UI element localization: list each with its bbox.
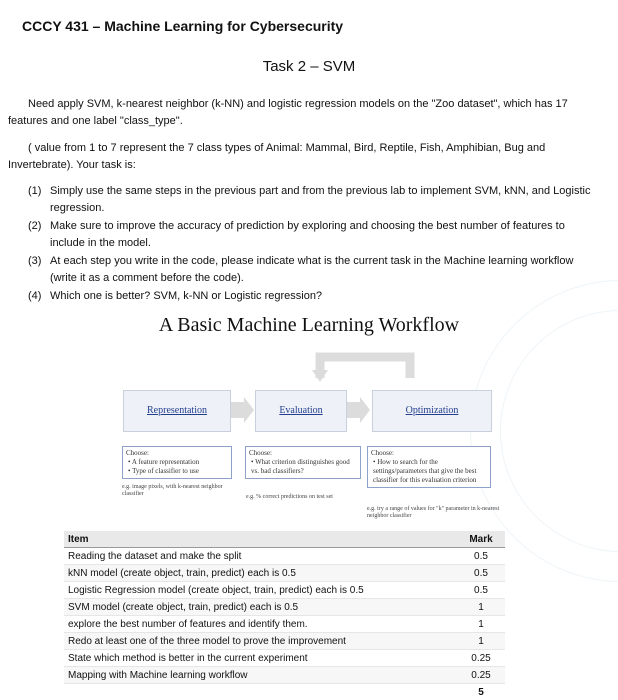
- table-header-row: [64, 531, 505, 548]
- feedback-loop-arrow: [320, 357, 410, 378]
- feedback-loop-arrowhead: [312, 370, 328, 382]
- arrow-right-icon: [230, 397, 254, 423]
- column-header-mark: Mark: [457, 531, 505, 548]
- note-evaluation: Choose: • What criterion distinguishes good vs. bad classifiers?: [245, 446, 361, 479]
- table-row: explore the best number of features and identify them. 1: [64, 616, 505, 633]
- task-item: (4) Which one is better? SVM, k-NN or Logistic regression?: [28, 290, 323, 302]
- note-optimization: Choose: • How to search for the settings/parameters that give the best classifier for this evaluation criterion: [367, 446, 491, 488]
- table-row: State which method is better in the current experiment 0.25: [64, 650, 505, 667]
- task-item: (1) Simply use the same steps in the previous part and from the previous lab to implement SVM, kNN, and Logistic regression.: [28, 185, 591, 214]
- table-row: Reading the dataset and make the split 0.5: [64, 548, 505, 565]
- stage-representation: Representation: [123, 390, 231, 432]
- workflow-title: A Basic Machine Learning Workflow: [158, 314, 460, 336]
- note-representation: Choose: • A feature representation • Type of classifier to use: [122, 446, 232, 479]
- stage-evaluation: Evaluation: [255, 390, 347, 432]
- example-representation: e.g. image pixels, with k-nearest neighbor classifier: [122, 484, 223, 497]
- table-row: Redo at least one of the three model to prove the improvement 1: [64, 633, 505, 650]
- table-row: kNN model (create object, train, predict) each is 0.5 0.5: [64, 565, 505, 582]
- stage-optimization: Optimization: [372, 390, 492, 432]
- example-optimization: e.g. try a range of values for "k" parameter in k-nearest neighbor classifier: [367, 506, 500, 519]
- column-header-item: Item: [64, 531, 457, 548]
- total-mark: 5: [457, 684, 505, 700]
- course-title: CCCY 431 – Machine Learning for Cybersecurity: [22, 18, 344, 34]
- table-total-row: [64, 684, 505, 700]
- arrow-right-icon: [346, 397, 370, 423]
- table-row: Logistic Regression model (create object, train, predict) each is 0.5 0.5: [64, 582, 505, 599]
- task-item: (3) At each step you write in the code, please indicate what is the current task in the Machine learning workflow (write it as a comment before the code).: [28, 255, 574, 284]
- task-item: (2) Make sure to improve the accuracy of prediction by exploring and choosing the best number of features to include in the model.: [28, 220, 565, 249]
- classes-paragraph: ( value from 1 to 7 represent the 7 class types of Animal: Mammal, Bird, Reptile, Fish, Amphibian, Bug and Invertebrate). Your task is:: [8, 142, 546, 171]
- example-evaluation: e.g. % correct predictions on test set: [246, 494, 333, 500]
- table-row: Mapping with Machine learning workflow 0.25: [64, 667, 505, 684]
- table-row: SVM model (create object, train, predict) each is 0.5 1: [64, 599, 505, 616]
- task-title: Task 2 – SVM: [262, 58, 356, 75]
- intro-paragraph: Need apply SVM, k-nearest neighbor (k-NN) and logistic regression models on the "Zoo dataset", which has 17 features and one label "class_type".: [8, 98, 568, 127]
- marks-table: [64, 531, 505, 700]
